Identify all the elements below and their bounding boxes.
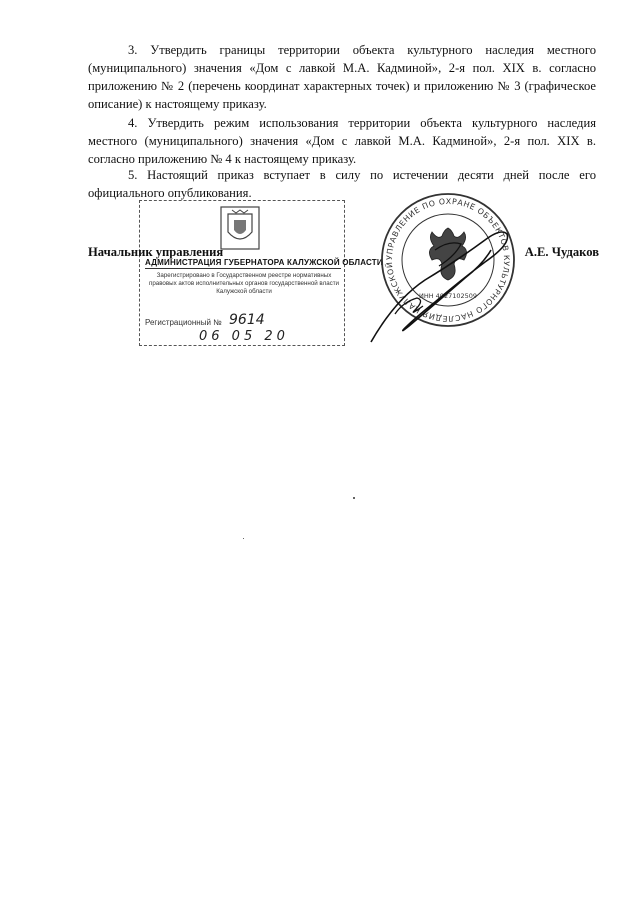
paragraph-4: 4. Утвердить режим использования территории объекта культурного наследия местного (муниципального) значения «Дом с лавкой М.А. Кадминой», 2-я пол. XIX в. согласно приложению № 4 к настоящему приказу. bbox=[88, 116, 596, 166]
seal-center-text: ИНН 4027102509 bbox=[418, 292, 478, 300]
registration-date: 06 05 20 bbox=[199, 329, 289, 344]
coat-of-arms-icon bbox=[220, 206, 260, 250]
stamp-header: АДМИНИСТРАЦИЯ ГУБЕРНАТОРА КАЛУЖСКОЙ ОБЛАСТИ bbox=[145, 258, 383, 267]
signatory-title: Начальник управления bbox=[88, 245, 224, 259]
signatory-name: А.Е. Чудаков bbox=[524, 245, 599, 259]
stamp-divider bbox=[145, 268, 341, 269]
handwritten-signature bbox=[365, 210, 515, 350]
paragraph-3: 3. Утвердить границы территории объекта культурного наследия местного (муниципального) значения «Дом с лавкой М.А. Кадминой», 2-я пол. XIX в. согласно приложению № 2 (перечень координат характерных точек) и приложению № 3 (графическое описание) к настоящему приказу. bbox=[88, 43, 596, 111]
paragraph-5: 5. Настоящий приказ вступает в силу по истечении десяти дней после его официального опубликования. bbox=[88, 168, 596, 200]
registration-number-label: Регистрационный № bbox=[145, 318, 222, 327]
registration-stamp bbox=[139, 200, 383, 346]
stamp-text: Зарегистрировано в Государственном реестре нормативных правовых актов исполнительных органов государственной власти Калужской области bbox=[148, 272, 340, 295]
scan-speck bbox=[243, 538, 244, 539]
registration-number: 9614 bbox=[229, 312, 265, 328]
seal-ring-text: УПРАВЛЕНИЕ ПО ОХРАНЕ ОБЪЕКТОВ КУЛЬТУРНОГО НАСЛЕДИЯ КАЛУЖСКОЙ bbox=[384, 196, 512, 324]
scan-speck bbox=[353, 497, 355, 499]
